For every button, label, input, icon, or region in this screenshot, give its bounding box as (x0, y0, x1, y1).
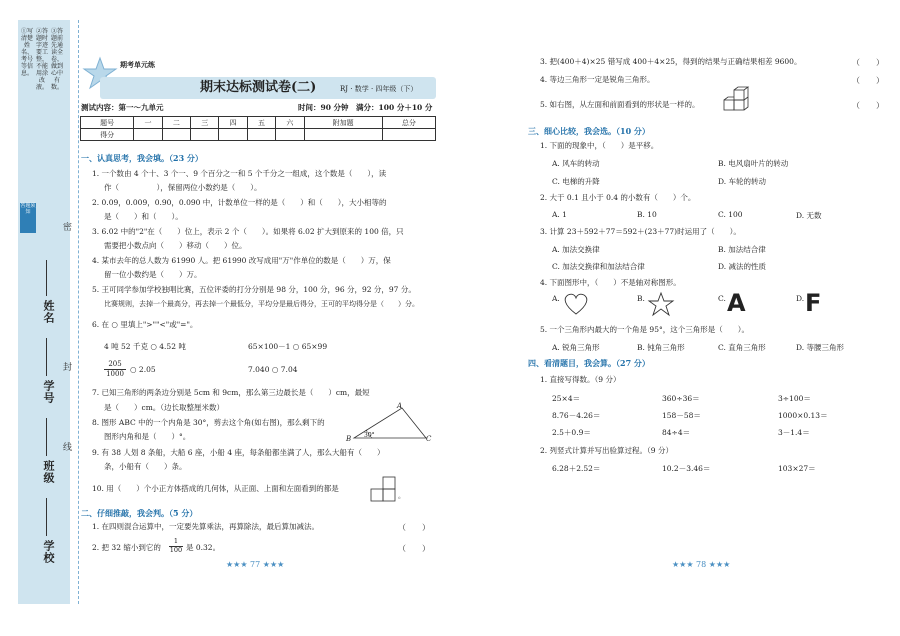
choice-3-option-b[interactable]: B. 加法结合律 (718, 245, 766, 254)
choice-2: 2. 大于 0.1 且小于 0.4 的小数有（ ）个。 (540, 193, 696, 202)
choice-2-option-d[interactable]: D. 无数 (796, 211, 822, 220)
question-3-line-2: 需要把小数点向（ ）移动（ ）位。 (104, 241, 247, 250)
test-content: 测试内容：第一～九单元 (81, 103, 164, 112)
choice-3-option-c[interactable]: C. 加法交换律和加法结合律 (552, 262, 645, 271)
score-table (80, 116, 436, 141)
choice-4-option-a[interactable]: A. (552, 294, 560, 303)
score-header-cell: 四 (219, 117, 247, 129)
triangle-label-c: C (426, 435, 432, 443)
judge-1: 1. 在四则混合运算中，一定要先算乘法，再算除法，最后算加减法。 (92, 522, 320, 531)
triangle-label-a: A (397, 402, 403, 410)
score-row-label: 得分 (81, 129, 134, 141)
question-1-line-2: 作（ ），保留两位小数约是（ ）。 (104, 183, 262, 192)
calc-2-title: 2. 列竖式计算并写出验算过程。（9 分） (540, 446, 673, 455)
choice-4-option-d[interactable]: D. (796, 294, 805, 303)
question-8-line-1: 8. 图形 ABC 中的一个内角是 30°，剪去这个角(如右图)，那么剩下的 (92, 418, 325, 427)
score-table-header-row (81, 117, 436, 129)
question-6-compare-1: 4 吨 52 千克 ○ 4.52 吨 (104, 342, 186, 351)
notice-column-2: ②答题时字迹要工整，不能用涂改液。 (35, 28, 48, 91)
choice-5: 5. 一个三角形内最大的一个角是 95°，这个三角形是（ ）。 (540, 325, 749, 334)
choice-4: 4. 下面图形中，（ ）不是轴对称图形。 (540, 278, 681, 287)
judge-2-prefix: 2. 把 32 缩小到它的 (92, 543, 161, 552)
class-field-label: 班级 (42, 460, 55, 484)
judge-2-answer[interactable]: （ ） (398, 544, 430, 553)
heart-icon (562, 292, 590, 316)
score-header-cell: 三 (191, 117, 219, 129)
notice-badge: 答题须知 (20, 203, 36, 233)
vertical-calc-item[interactable]: 6.28＋2.52＝ (552, 464, 601, 473)
choice-1-option-a[interactable]: A. 风车的转动 (552, 159, 600, 168)
question-6-compare-4: 7.040 ○ 7.04 (248, 365, 298, 374)
choice-2-option-b[interactable]: B. 10 (637, 210, 657, 219)
question-10: 10. 用（ ）个小正方体搭成的几何体，从正面、上面和左面看到的都是 (92, 484, 339, 493)
vertical-calc-item[interactable]: 10.2－3.46＝ (662, 464, 711, 473)
letter-f-shape: F (805, 289, 822, 317)
score-header-cell: 五 (247, 117, 275, 129)
section-1-title: 一、认真思考，我会填。（23 分） (81, 153, 203, 163)
question-1-line-1: 1. 一个数由 4 个十、3 个一、9 个百分之一和 5 个千分之一组成，这个数是（ ），读 (92, 169, 387, 178)
calc-item[interactable]: 8.76－4.26＝ (552, 411, 601, 420)
score-cell[interactable] (382, 129, 435, 141)
calc-item[interactable]: 1000×0.13＝ (778, 411, 828, 420)
student-id-field-label: 学号 (42, 380, 55, 404)
question-4-line-1: 4. 某市去年的总人数为 61990 人。把 61990 改写成用"万"作单位的数是（ ）万，保 (92, 256, 391, 265)
student-info-sidebar (18, 20, 73, 604)
question-6: 6. 在 ○ 里填上">""<"或"="。 (92, 320, 198, 329)
choice-3-option-a[interactable]: A. 加法交换律 (552, 245, 600, 254)
judge-4: 4. 等边三角形一定是锐角三角形。 (540, 75, 655, 84)
school-field-line[interactable] (46, 498, 47, 536)
judge-3: 3. 把(400＋4)×25 错写成 400＋4×25，得到的结果与正确结果相差 9600。 (540, 57, 802, 66)
calc-item[interactable]: 3÷100＝ (778, 394, 811, 403)
choice-2-option-a[interactable]: A. 1 (552, 210, 567, 219)
question-2-line-2: 是（ ）和（ ）。 (104, 212, 183, 221)
choice-4-option-b[interactable]: B. (637, 294, 645, 303)
seal-mark-1: 密 (63, 223, 73, 233)
choice-5-option-c[interactable]: C. 直角三角形 (718, 343, 766, 352)
student-id-field-line[interactable] (46, 338, 47, 376)
score-header-cell: 题号 (81, 117, 134, 129)
section-3-title: 三、细心比较，我会选。（10 分） (528, 126, 650, 136)
score-cell[interactable] (191, 129, 219, 141)
score-cell[interactable] (276, 129, 304, 141)
calc-item[interactable]: 3－1.4＝ (778, 428, 810, 437)
school-field-label: 学校 (42, 540, 55, 564)
question-2-line-1: 2. 0.09，0.009，0.90，0.090 中，计数单位一样的是（ ）和（ ），大小相等的 (92, 198, 387, 207)
star-icon (648, 292, 674, 316)
notice-column-1: ①写清楚姓名、考号等信息。 (20, 28, 33, 77)
calc-item[interactable]: 158－58＝ (662, 411, 701, 420)
seal-mark-2: 封 (63, 363, 73, 373)
question-9-line-2: 条，小船有（ ）条。 (104, 462, 187, 471)
calc-item[interactable]: 84÷4＝ (662, 428, 691, 437)
svg-text:。: 。 (398, 492, 405, 500)
seal-mark-3: 线 (63, 443, 73, 453)
score-cell[interactable] (304, 129, 382, 141)
choice-1-option-b[interactable]: B. 电风扇叶片的转动 (718, 159, 789, 168)
calc-item[interactable]: 25×4＝ (552, 394, 581, 403)
choice-5-option-d[interactable]: D. 等腰三角形 (796, 343, 845, 352)
choice-2-option-c[interactable]: C. 100 (718, 210, 743, 219)
question-6-compare-3: ○ 2.05 (130, 365, 156, 374)
choice-4-option-c[interactable]: C. (718, 294, 726, 303)
section-2-title: 二、仔细推敲，我会判。（5 分） (81, 508, 198, 518)
question-9-line-1: 9. 有 38 人划 8 条船，大船 6 座，小船 4 座，每条船都坐满了人，那么大船有（ ） (92, 448, 385, 457)
judge-5-answer[interactable]: （ ） (852, 101, 884, 110)
question-4-line-2: 留一位小数约是（ ）万。 (104, 270, 202, 279)
judge-2-numerator: 1 (173, 537, 179, 545)
score-cell[interactable] (247, 129, 275, 141)
edition-label: RJ · 数学 · 四年级（下） (340, 85, 418, 93)
choice-3-option-d[interactable]: D. 减法的性质 (718, 262, 767, 271)
score-header-cell: 二 (162, 117, 190, 129)
question-6-compare-2: 65×100－1 ○ 65×99 (248, 342, 328, 351)
name-field-label: 姓名 (42, 300, 55, 324)
score-header-cell: 六 (276, 117, 304, 129)
triangle-label-b: B (346, 435, 352, 443)
score-cell[interactable] (162, 129, 190, 141)
time-and-score: 时间：90 分钟 满分：100 分＋10 分 (298, 103, 433, 112)
judge-2-denominator: 100 (169, 546, 183, 554)
choice-5-option-b[interactable]: B. 钝角三角形 (637, 343, 685, 352)
cube-stack-figure (722, 86, 754, 114)
question-7-line-1: 7. 已知三角形的两条边分别是 5cm 和 9cm，那么第三边最长是（ ）cm，最短 (92, 388, 370, 397)
score-cell[interactable] (134, 129, 162, 141)
choice-1-option-c[interactable]: C. 电梯的升降 (552, 177, 600, 186)
question-8-line-2: 图形内角和是（ ）°。 (104, 432, 191, 441)
judge-3-answer[interactable]: （ ） (852, 58, 884, 67)
score-table-score-row (81, 129, 436, 141)
letter-a-shape: A (727, 289, 746, 317)
section-4-title: 四、看清题目，我会算。（27 分） (528, 358, 650, 368)
question-7-line-2: 是（ ）cm。（边长取整厘米数） (104, 403, 225, 412)
question-6-fraction-denominator: 1000 (106, 370, 124, 378)
question-5-line-2: 比赛规则，去掉一个最高分，再去掉一个最低分，平均分是最后得分，王可的平均得分是（ ）分。 (104, 300, 419, 308)
question-5-line-1: 5. 王可同学参加学校独唱比赛，五位评委的打分分别是 98 分，100 分，96 分，92 分，97 分。 (92, 285, 416, 294)
notice-column-3: ③答题前先通读全卷，做到心中有数。 (50, 28, 63, 91)
question-6-fraction-numerator: 205 (108, 360, 122, 368)
score-header-cell: 一 (134, 117, 162, 129)
vertical-calc-item[interactable]: 103×27＝ (778, 464, 816, 473)
question-3-line-1: 3. 6.02 中的"2"在（ ）位上，表示 2 个（ ）。如果将 6.02 扩大到原来的 100 倍，只 (92, 227, 404, 236)
choice-3: 3. 计算 23＋592＋77＝592＋(23＋77)时运用了（ ）。 (540, 227, 741, 236)
series-label: 期考单元练 (120, 60, 155, 69)
calc-1-title: 1. 直接写得数。（9 分） (540, 375, 621, 384)
exam-title: 期末达标测试卷(二) (200, 80, 317, 95)
calc-item[interactable]: 360÷36＝ (662, 394, 700, 403)
score-header-cell: 附加题 (304, 117, 382, 129)
judge-5: 5. 如右图，从左面和前面看到的形状是一样的。 (540, 100, 700, 109)
choice-1: 1. 下面的现象中，（ ）是平移。 (540, 141, 659, 150)
page-number-right: ★★★ 78 ★★★ (672, 560, 731, 569)
triangle-abc-figure (342, 400, 434, 446)
judge-4-answer[interactable]: （ ） (852, 76, 884, 85)
name-field-line[interactable] (46, 260, 47, 296)
calc-item[interactable]: 2.5＋0.9＝ (552, 428, 591, 437)
score-cell[interactable] (219, 129, 247, 141)
score-header-cell: 总分 (382, 117, 435, 129)
choice-1-option-d[interactable]: D. 车轮的转动 (718, 177, 767, 186)
choice-5-option-a[interactable]: A. 锐角三角形 (552, 343, 600, 352)
judge-2-suffix: 是 0.32。 (186, 543, 221, 552)
cube-view-figure (370, 476, 404, 502)
seal-dashed-line (78, 20, 79, 604)
judge-1-answer[interactable]: （ ） (398, 523, 430, 532)
triangle-angle-label: 30° (364, 432, 375, 439)
page-number-left: ★★★ 77 ★★★ (226, 560, 285, 569)
class-field-line[interactable] (46, 418, 47, 456)
